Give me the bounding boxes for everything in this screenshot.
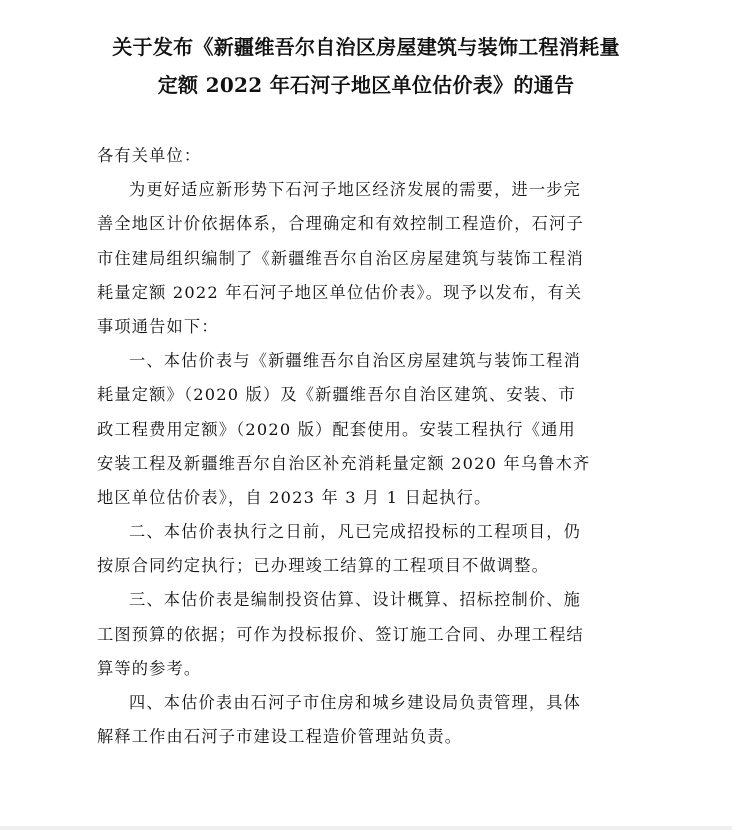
body-line: 算等的参考。 [97, 658, 202, 678]
body-line: 政工程费用定额》（2020 版）配套使用。安装工程执行《通用 [97, 419, 576, 439]
body-line: 工图预算的依据；可作为投标报价、签订施工合同、办理工程结 [97, 624, 584, 644]
body-line: 地区单位估价表》，自 2023 年 3 月 1 日起执行。 [97, 487, 492, 507]
body-line: 为更好适应新形势下石河子地区经济发展的需要，进一步完 [129, 180, 582, 200]
body-line: 善全地区计价依据体系，合理确定和有效控制工程造价，石河子 [97, 214, 584, 234]
notice-body [97, 139, 642, 754]
body-line: 安装工程及新疆维吾尔自治区补充消耗量定额 2020 年乌鲁木齐 [97, 453, 591, 473]
body-line: 二、本估价表执行之日前，凡已完成招投标的工程项目，仍 [129, 522, 582, 542]
body-line: 耗量定额》（2020 版）及《新疆维吾尔自治区建筑、安装、市 [97, 385, 576, 405]
body-line: 市住建局组织编制了《新疆维吾尔自治区房屋建筑与装饰工程消 [97, 248, 584, 268]
body-line: 耗量定额 2022 年石河子地区单位估价表》。现予以发布，有关 [97, 282, 583, 302]
title-line-1: 关于发布《新疆维吾尔自治区房屋建筑与装饰工程消耗量 [112, 35, 620, 59]
body-line: 解释工作由石河子市建设工程造价管理站负责。 [97, 727, 463, 747]
body-line: 按原合同约定执行；已办理竣工结算的工程项目不做调整。 [97, 556, 550, 576]
body-line: 一、本估价表与《新疆维吾尔自治区房屋建筑与装饰工程消 [129, 351, 582, 371]
body-line: 三、本估价表是编制投资估算、设计概算、招标控制价、施 [129, 590, 582, 610]
notice-title [60, 28, 672, 104]
body-line: 事项通告如下： [97, 316, 219, 336]
title-line-2: 定额 2022 年石河子地区单位估价表》的通告 [157, 73, 575, 97]
body-line: 四、本估价表由石河子市住房和城乡建设局负责管理，具体 [129, 693, 582, 712]
salutation: 各有关单位： [97, 146, 202, 165]
page-bottom-divider [0, 826, 732, 830]
